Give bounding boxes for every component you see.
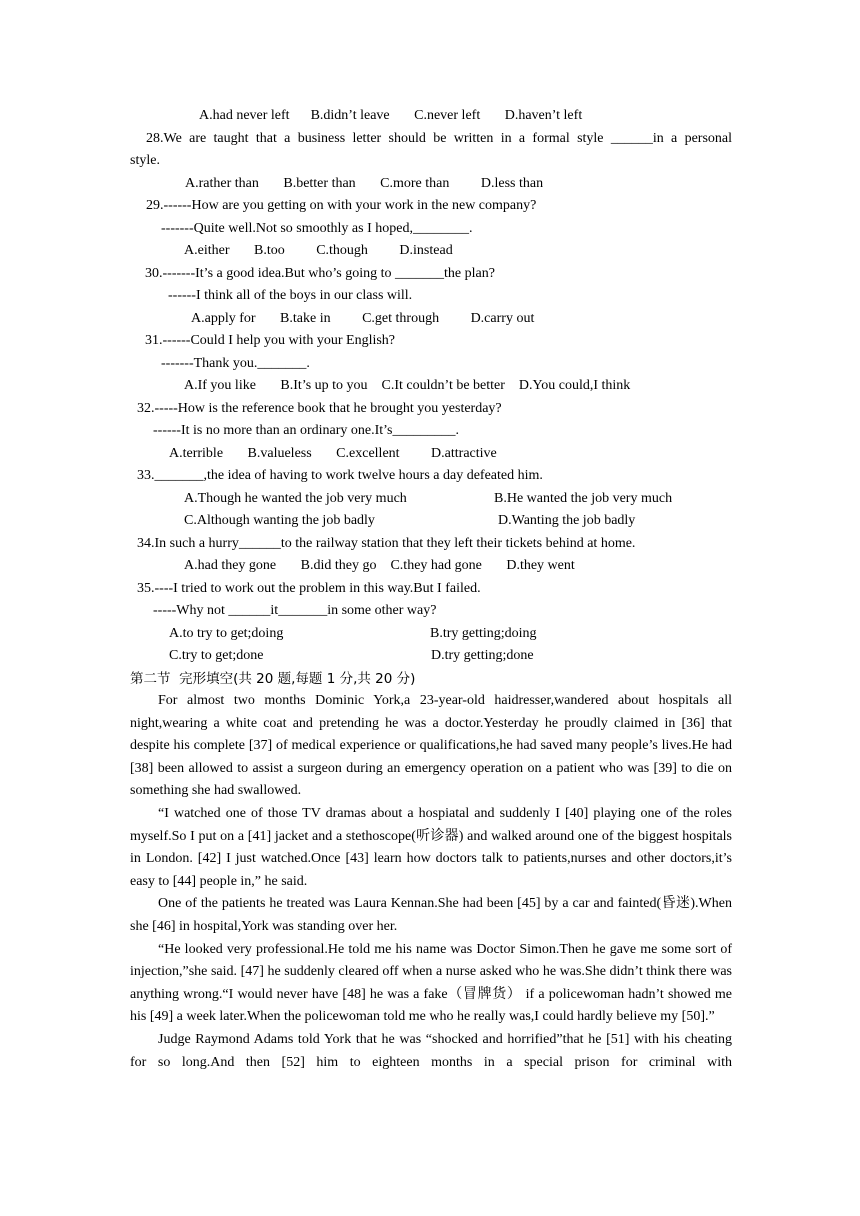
q32-options: A.terrible B.valueless C.excellent D.attractive xyxy=(169,446,497,461)
q31-options: A.If you like B.It’s up to you C.It couldn’t be better D.You could,I think xyxy=(184,378,631,393)
section-title: 第二节 完形填空(共 20 题,每题 1 分,共 20 分) xyxy=(130,671,416,687)
passage-paragraph: For almost two months Dominic York,a 23-year-old haidresser,wandered about hospitals all night,wearing a white coat and pretending he was a doctor.Yesterday he proudly claimed in [36] that despite his complete [37] of medical experience or qualifications,he had saved many people’s lives.He had [38] been allowed to assist a surgeon during an emergency operation on a patient who was [39] to die on something she had swallowed. xyxy=(130,693,732,799)
q27-options: A.had never left B.didn’t leave C.never left D.haven’t left xyxy=(199,108,583,123)
q31-reply: -------Thank you._______. xyxy=(161,356,310,371)
q33-option-d: D.Wanting the job badly xyxy=(498,513,636,528)
q32-stem: 32.-----How is the reference book that he brought you yesterday? xyxy=(137,401,502,416)
q35-option-a: A.to try to get;doing xyxy=(169,626,284,641)
q28-options: A.rather than B.better than C.more than D.less than xyxy=(185,176,544,191)
q29-stem: 29.------How are you getting on with your work in the new company? xyxy=(146,198,537,213)
q29-reply: -------Quite well.Not so smoothly as I hoped,________. xyxy=(161,221,473,236)
q34-options: A.had they gone B.did they go C.they had gone D.they went xyxy=(184,558,575,573)
q34-stem: 34.In such a hurry______to the railway station that they left their tickets behind at home. xyxy=(137,536,636,551)
q30-stem: 30.-------It’s a good idea.But who’s going to _______the plan? xyxy=(145,266,495,281)
passage-paragraph: “I watched one of those TV dramas about a hospiatal and suddenly I [40] playing one of the roles myself.So I put on a [41] jacket and a stethoscope(听诊器) and walked around one of the biggest hospitals in London. [42] I just watched.Once [43] learn how doctors talk to patients,nurses and other doctors,it’s easy to [44] people in,” he said. xyxy=(130,805,732,889)
q35-reply: -----Why not ______it_______in some other way? xyxy=(153,603,437,618)
q35-option-b: B.try getting;doing xyxy=(430,626,537,641)
q28-stem: 28.We are taught that a business letter should be written in a formal style ______in a personal xyxy=(146,131,732,146)
q30-reply: ------I think all of the boys in our class will. xyxy=(168,288,413,303)
q33-option-c: C.Although wanting the job badly xyxy=(184,513,375,528)
passage-paragraph: Judge Raymond Adams told York that he was “shocked and horrified”that he [51] with his cheating for so long.And then [52] him to eighteen months in a special prison for criminal with xyxy=(130,1031,732,1070)
q31-stem: 31.------Could I help you with your English? xyxy=(145,333,396,348)
q32-reply: ------It is no more than an ordinary one.It’s_________. xyxy=(153,423,459,438)
q33-stem: 33._______,the idea of having to work twelve hours a day defeated him. xyxy=(137,468,543,483)
q35-option-c: C.try to get;done xyxy=(169,648,264,663)
q33-option-b: B.He wanted the job very much xyxy=(494,491,673,506)
q33-option-a: A.Though he wanted the job very much xyxy=(184,491,407,506)
q35-option-d: D.try getting;done xyxy=(431,648,534,663)
cloze-passage xyxy=(130,690,732,1074)
passage-paragraph: “He looked very professional.He told me his name was Doctor Simon.Then he gave me some sort of injection,”she said. [47] he suddenly cleared off when a nurse asked who he was.She didn’t think there was anything wrong.“I would never have [48] he was a fake（冒牌货） if a policewoman hadn’t showed me his [49] a week later.When the policewoman told me who he really was,I could hardly believe my [50].” xyxy=(130,941,732,1025)
q29-options: A.either B.too C.though D.instead xyxy=(184,243,453,258)
passage-paragraph: One of the patients he treated was Laura Kennan.She had been [45] by a car and fainted(昏迷).When she [46] in hospital,York was standing over her. xyxy=(130,896,732,934)
q30-options: A.apply for B.take in C.get through D.carry out xyxy=(191,311,535,326)
q28-stem-cont: style. xyxy=(130,153,160,168)
q35-stem: 35.----I tried to work out the problem in this way.But I failed. xyxy=(137,581,481,596)
